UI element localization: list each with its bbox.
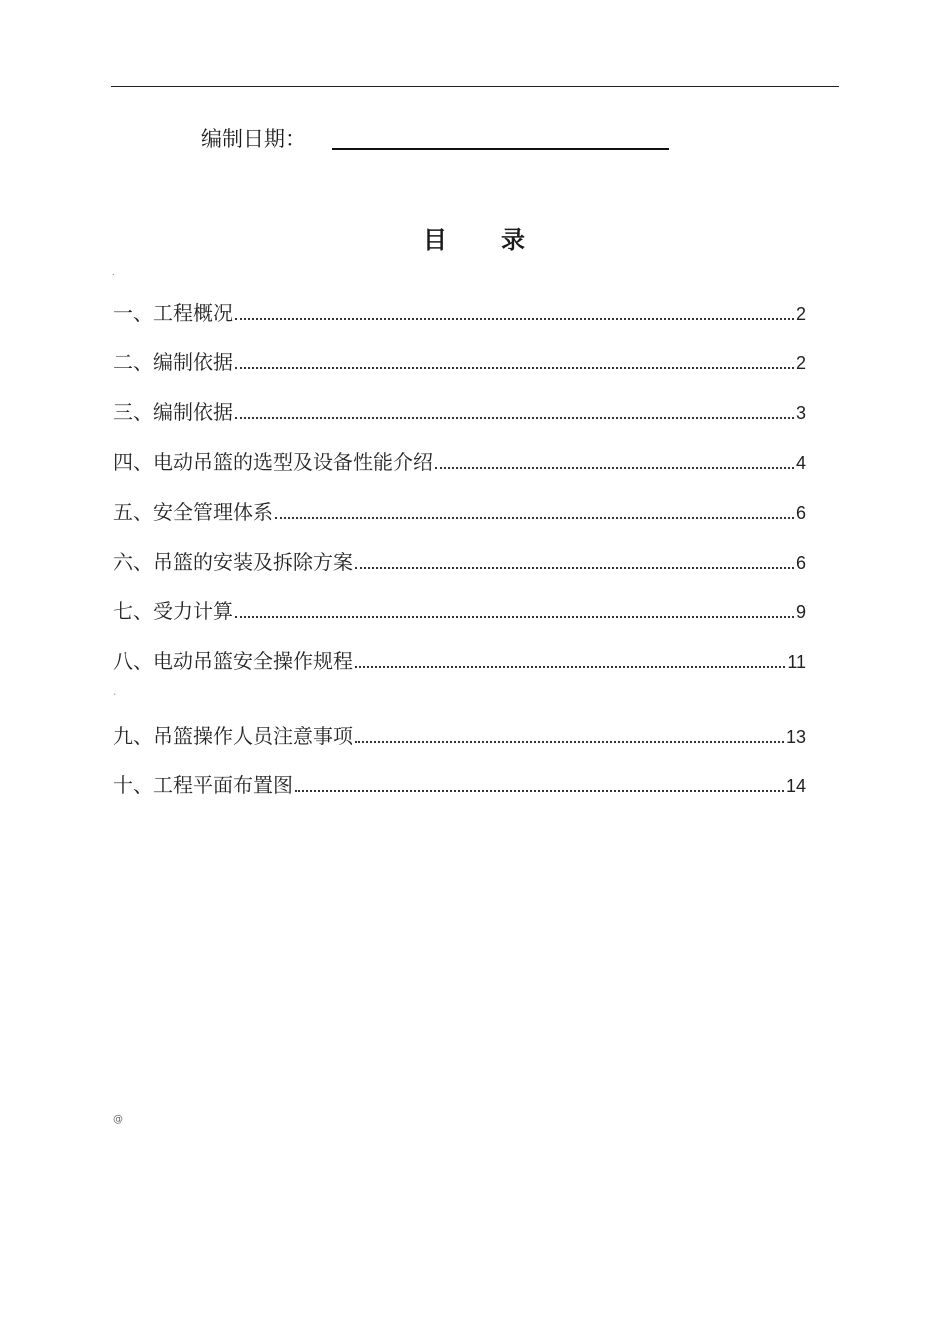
toc-dot-leader <box>355 566 794 569</box>
toc-entry[interactable] <box>113 297 806 327</box>
compile-date-row <box>201 122 306 154</box>
toc-dot-leader <box>235 615 794 618</box>
stray-dot: . <box>112 268 115 277</box>
toc-entry-number: 九、 <box>113 724 153 748</box>
toc-entry-number: 一、 <box>113 301 153 325</box>
toc-title-right: 录 <box>501 226 527 254</box>
footer-symbol: @ <box>113 1114 123 1125</box>
toc-entry-label: 吊篮的安装及拆除方案 <box>153 550 353 574</box>
toc-title-left: 目 <box>423 226 449 254</box>
compile-date-blank <box>332 148 669 150</box>
toc-entry[interactable] <box>113 346 806 376</box>
toc-entry-page: 2 <box>795 304 806 324</box>
toc-entry-label: 编制依据 <box>153 350 233 374</box>
compile-date-label: 编制日期： <box>201 127 306 151</box>
toc-entry-number: 四、 <box>113 450 153 474</box>
toc-dot-leader <box>355 665 785 668</box>
toc-entry[interactable] <box>113 396 806 426</box>
toc-entry[interactable] <box>113 769 806 799</box>
toc-dot-leader <box>235 317 794 320</box>
toc-entry-page: 3 <box>795 403 806 423</box>
toc-entry-page: 6 <box>795 503 806 523</box>
toc-dot-leader <box>235 366 794 369</box>
toc-entry-number: 六、 <box>113 550 153 574</box>
toc-entry-label: 工程概况 <box>153 301 233 325</box>
toc-dot-leader <box>435 466 794 469</box>
toc-entry[interactable] <box>113 645 806 675</box>
toc-dot-leader <box>355 740 784 743</box>
toc-entry-number: 八、 <box>113 649 153 673</box>
toc-entry[interactable] <box>113 720 806 750</box>
toc-entry-page: 14 <box>785 776 806 796</box>
toc-entry[interactable] <box>113 546 806 576</box>
toc-entry-label: 工程平面布置图 <box>153 773 293 797</box>
toc-dot-leader <box>235 416 794 419</box>
toc-entry-label: 安全管理体系 <box>153 500 273 524</box>
toc-entry-page: 6 <box>795 553 806 573</box>
toc-entry-number: 七、 <box>113 599 153 623</box>
toc-entry-label: 受力计算 <box>153 599 233 623</box>
top-divider <box>111 86 839 87</box>
toc-entry-number: 二、 <box>113 350 153 374</box>
toc-entry-page: 4 <box>795 453 806 473</box>
toc-entry-label: 电动吊篮的选型及设备性能介绍 <box>153 450 433 474</box>
stray-dot: ` <box>113 693 117 702</box>
toc-dot-leader <box>275 516 794 519</box>
toc-entry-label: 吊篮操作人员注意事项 <box>153 724 353 748</box>
toc-dot-leader <box>295 789 784 792</box>
toc-entry-number: 三、 <box>113 400 153 424</box>
toc-entry[interactable] <box>113 446 806 476</box>
toc-entry-label: 电动吊篮安全操作规程 <box>153 649 353 673</box>
toc-entry-label: 编制依据 <box>153 400 233 424</box>
toc-entry-page: 13 <box>785 727 806 747</box>
toc-entry[interactable] <box>113 595 806 625</box>
toc-entry-number: 五、 <box>113 500 153 524</box>
toc-entry[interactable] <box>113 496 806 526</box>
toc-title <box>0 220 950 255</box>
toc-entry-page: 2 <box>795 353 806 373</box>
toc-entry-page: 11 <box>787 652 806 672</box>
toc-entry-number: 十、 <box>113 773 153 797</box>
toc-entry-page: 9 <box>795 602 806 622</box>
